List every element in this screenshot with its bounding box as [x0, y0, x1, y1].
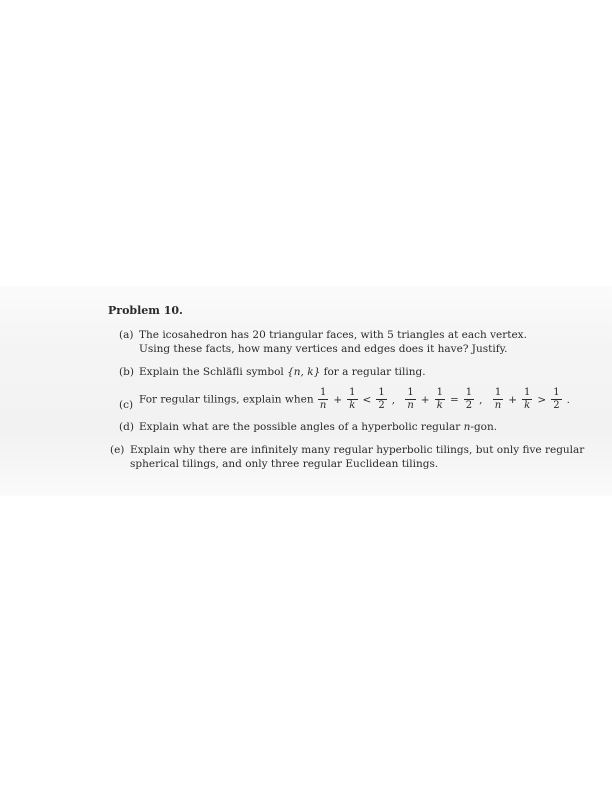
period: .: [566, 393, 570, 406]
part-e-line-2: spherical tilings, and only three regular Euclidean tilings.: [130, 458, 439, 470]
inequality-greater: [492, 388, 570, 411]
fraction-numerator: 1: [407, 387, 414, 398]
fraction-numerator: 1: [524, 387, 531, 398]
part-label-d: (d): [119, 421, 134, 433]
greater-than-operator: >: [537, 393, 547, 406]
part-label-e: (e): [110, 444, 125, 456]
part-label-c: (c): [119, 399, 134, 411]
fraction-1-over-k: [347, 388, 357, 411]
problem-part-e: [108, 443, 585, 471]
part-b-text: [139, 365, 578, 379]
fraction-1-over-n: [318, 388, 328, 411]
part-c-text: [139, 388, 578, 411]
plus-operator: +: [333, 393, 343, 406]
less-than-operator: <: [362, 393, 372, 406]
fraction-1-over-n: [493, 388, 503, 411]
fraction-numerator: 1: [465, 387, 473, 398]
comma: ,: [391, 393, 396, 406]
problem-block: [108, 304, 585, 480]
part-label-b: (b): [119, 366, 134, 378]
problem-part-d: [108, 420, 578, 434]
fraction-numerator: 1: [378, 387, 385, 398]
fraction-denominator: n: [319, 400, 327, 411]
part-a-line-2: Using these facts, how many vertices and edges does it have? Justify.: [139, 343, 508, 355]
equals-operator: =: [449, 393, 459, 406]
fraction-1-over-2: [464, 388, 474, 411]
fraction-1-over-k: [522, 388, 532, 411]
part-c-text-before: For regular tilings, explain when: [139, 393, 314, 406]
part-e-line-1: Explain why there are infinitely many regular hyperbolic tilings, but only five regular: [130, 444, 585, 456]
part-label-a: (a): [119, 329, 134, 341]
fraction-numerator: 1: [494, 387, 502, 398]
inequality-equal: [404, 388, 488, 411]
fraction-1-over-n: [405, 388, 415, 411]
fraction-denominator: k: [349, 400, 356, 411]
problem-part-b: [108, 365, 578, 379]
inequality-less: [317, 388, 401, 411]
part-d-text-before: Explain what are the possible angles of a hyperbolic regular: [139, 421, 464, 433]
fraction-denominator: 2: [465, 400, 473, 411]
fraction-1-over-2: [551, 388, 561, 411]
problem-part-a: [108, 328, 578, 356]
fraction-denominator: n: [407, 400, 414, 411]
fraction-numerator: 1: [319, 387, 327, 398]
fraction-denominator: 2: [378, 400, 385, 411]
part-b-text-before: Explain the Schläfli symbol: [139, 366, 288, 378]
fraction-numerator: 1: [349, 387, 356, 398]
variable-n: n: [463, 421, 471, 433]
fraction-numerator: 1: [553, 387, 560, 398]
fraction-denominator: 2: [553, 400, 560, 411]
comma: ,: [479, 393, 483, 406]
problem-part-c: [108, 388, 578, 411]
part-d-text: [139, 420, 578, 434]
fraction-denominator: k: [436, 400, 443, 411]
schlafli-symbol: {n, k}: [287, 366, 321, 378]
part-b-text-after: for a regular tiling.: [320, 366, 426, 378]
plus-operator: +: [508, 393, 517, 406]
fraction-numerator: 1: [436, 387, 443, 398]
problem-title: Problem 10.: [108, 304, 183, 317]
fraction-denominator: n: [494, 400, 502, 411]
part-a-line-1: The icosahedron has 20 triangular faces, with 5 triangles at each vertex.: [139, 329, 527, 341]
fraction-1-over-2: [376, 388, 386, 411]
plus-operator: +: [420, 393, 430, 406]
fraction-1-over-k: [435, 388, 445, 411]
part-d-text-after: -gon.: [470, 421, 498, 433]
fraction-denominator: k: [524, 400, 531, 411]
